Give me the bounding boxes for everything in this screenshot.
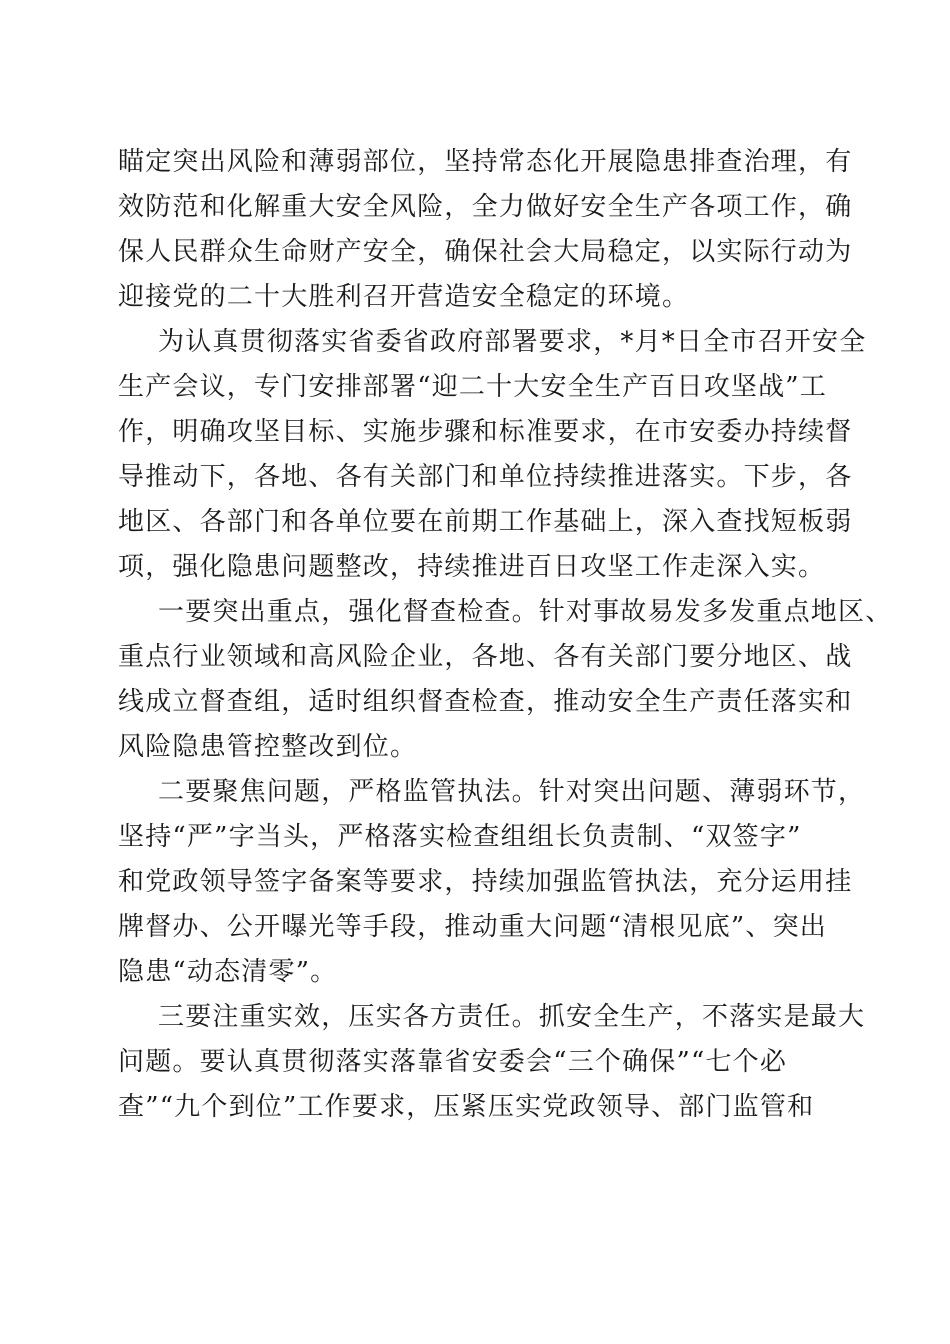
text-line: 迎接党的二十大胜利召开营造安全稳定的环境。: [118, 282, 690, 312]
text-line: 坚持“严”字当头，严格落实检查组组长负责制、“双签字”: [118, 822, 802, 852]
text-line: 和党政领导签字备案等要求，持续加强监管执法，充分运用挂: [118, 867, 853, 897]
text-line: 问题。要认真贯彻落实落靠省安委会“三个确保”“七个必: [118, 1047, 788, 1077]
text-line: 瞄定突出风险和薄弱部位，坚持常态化开展隐患排查治理，有: [118, 147, 853, 177]
text-line: 二要聚焦问题，严格监管执法。针对突出问题、薄弱环节，: [158, 777, 866, 807]
text-line: 隐患“动态清零”。: [118, 957, 338, 987]
text-line: 项，强化隐患问题整改，持续推进百日攻坚工作走深入实。: [118, 552, 826, 582]
text-line: 为认真贯彻落实省委省政府部署要求，*月*日全市召开安全: [158, 327, 867, 357]
text-line: 导推动下，各地、各有关部门和单位持续推进落实。下步，各: [118, 462, 853, 492]
text-line: 生产会议，专门安排部署“迎二十大安全生产百日攻坚战”工: [118, 372, 827, 402]
text-line: 重点行业领域和高风险企业，各地、各有关部门要分地区、战: [118, 642, 853, 672]
text-line: 作，明确攻坚目标、实施步骤和标准要求，在市安委办持续督: [118, 417, 853, 447]
text-line: 牌督办、公开曝光等手段，推动重大问题“清根见底”、突出: [118, 912, 827, 942]
text-line: 保人民群众生命财产安全，确保社会大局稳定，以实际行动为: [118, 237, 853, 267]
text-line: 效防范和化解重大安全风险，全力做好安全生产各项工作，确: [118, 192, 853, 222]
text-line: 地区、各部门和各单位要在前期工作基础上，深入查找短板弱: [118, 507, 853, 537]
text-line: 查”“九个到位”工作要求，压紧压实党政领导、部门监管和: [118, 1092, 815, 1122]
text-line: 三要注重实效，压实各方责任。抓安全生产，不落实是最大: [158, 1002, 866, 1032]
text-line: 风险隐患管控整改到位。: [118, 732, 418, 762]
text-line: 线成立督查组，适时组织督查检查，推动安全生产责任落实和: [118, 687, 853, 717]
text-line: 一要突出重点，强化督查检查。针对事故易发多发重点地区、: [158, 597, 893, 627]
